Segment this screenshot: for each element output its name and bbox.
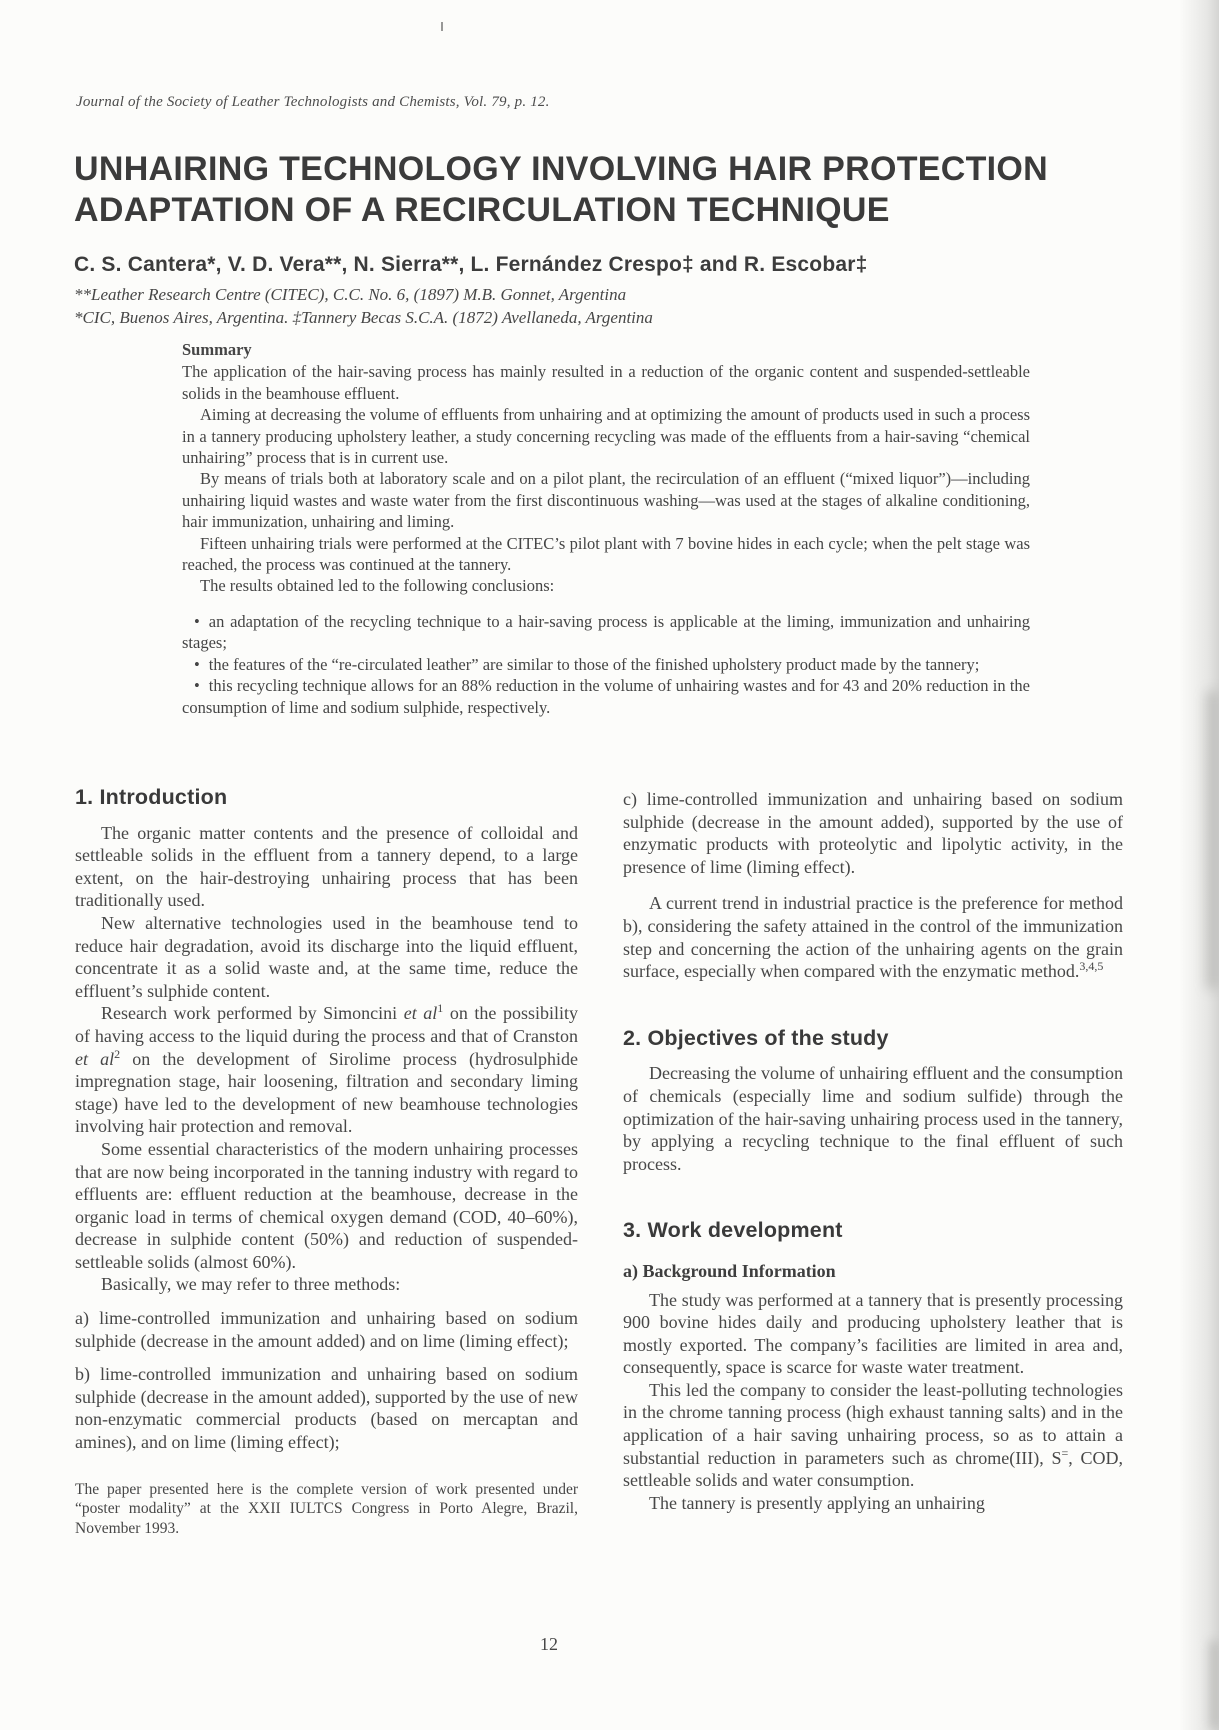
method-item-c: c) lime-controlled immunization and unhairing based on sodium sulphide (decrease in the amount added), supported by the use of enzymatic products with proteolytic and lipolytic activity, in the presence of lime (liming effect). (623, 789, 1123, 877)
body-paragraph: The tannery is presently applying an unhairing (649, 1492, 985, 1513)
paragraph-text: Research work performed by Simoncini (101, 1003, 404, 1024)
bullet-icon: • (194, 611, 200, 631)
scan-smudge (1206, 690, 1218, 990)
affiliations (74, 284, 1114, 329)
reference-superscript: 1 (437, 1001, 444, 1016)
scan-artifact-mark (441, 22, 443, 31)
body-paragraph: The study was performed at a tannery that is presently processing 900 bovine hides daily and producing upholstery leather that is mostly exported. The company’s facilities are limited in area and, consequently, space is scarce for waste water treatment. (623, 1289, 1123, 1378)
et-al-italic: et al (75, 1048, 115, 1069)
left-column (75, 786, 578, 1539)
bullet-icon: • (194, 654, 200, 674)
conclusion-bullet (182, 675, 1030, 718)
summary-heading: Summary (182, 340, 252, 359)
section-heading-introduction: 1. Introduction (75, 785, 228, 809)
scan-smudge (1209, 1640, 1219, 1730)
paragraph-text: , COD, settleable solids and water consumption. (623, 1447, 1123, 1491)
method-item-a: a) lime-controlled immunization and unhairing based on sodium sulphide (decrease in the amount added) and on lime (liming effect); (75, 1308, 578, 1351)
article-title-line2: ADAPTATION OF A RECIRCULATION TECHNIQUE (74, 191, 890, 229)
author-list: C. S. Cantera*, V. D. Vera**, N. Sierra**, L. Fernández Crespo‡ and R. Escobar‡ (74, 253, 868, 276)
body-paragraph: Some essential characteristics of the modern unhairing processes that are now being incorporated in the tanning industry with regard to effluents are: effluent reduction at the beamhouse, decrease in the organic load in terms of chemical oxygen demand (COD, 40–60%), decrease in sulphide content (50%) and reduction of suspended-settleable solids (almost 60%). (75, 1138, 578, 1272)
superscript-equals: = (1061, 1445, 1069, 1460)
body-paragraph: New alternative technologies used in the beamhouse tend to reduce hair degradation, avoid its discharge into the liquid effluent, concentrate it as a solid waste and, at the same time, reduce the effluent’s sulphide content. (75, 912, 578, 1001)
summary-paragraph: The results obtained led to the following conclusions: (200, 576, 555, 596)
body-paragraph (75, 1002, 578, 1138)
body-paragraph (623, 1379, 1123, 1492)
summary-paragraph: By means of trials both at laboratory scale and on a pilot plant, the recirculation of an effluent (“mixed liquor”)—including unhairing liquid wastes and waste water from the first discontinuous washing—was used at the stages of alkaline conditioning, hair immunization, unhairing and liming. (182, 469, 1030, 532)
footnote-text: The paper presented here is the complete version of work presented under “poster modality” at the XXII IULTCS Congress in Porto Alegre, Brazil, November 1993. (75, 1480, 578, 1538)
summary-block (182, 339, 1030, 718)
subsection-heading-background: a) Background Information (623, 1260, 836, 1281)
right-column (623, 786, 1123, 1539)
paragraph-text: This led the company to consider the least-polluting technologies in the chrome tanning process (high exhaust tanning salts) and in the application of a hair saving unhairing process, so as to attain a substantial reduction in parameters such as chrome(III), S (623, 1379, 1123, 1468)
method-item-b: b) lime-controlled immunization and unhairing based on sodium sulphide (decrease in the amount added), supported by the use of new non-enzymatic commercial products (based on mercaptan and amines), and on lime (liming effect); (75, 1364, 578, 1453)
body-paragraph: The organic matter contents and the presence of colloidal and settleable solids in the effluent from a tannery depend, to a large extent, on the hair-destroying unhairing process that has been traditionally used. (75, 822, 578, 911)
paragraph-text: A current trend in industrial practice is the preference for method b), considering the safety attained in the control of the immunization step and concerning the action of the unhairing agents on the grain surface, especially when compared with the enzymatic method. (623, 893, 1123, 982)
conclusion-bullet (182, 611, 1030, 654)
body-paragraph: Basically, we may refer to three methods: (101, 1274, 401, 1295)
bullet-icon: • (194, 676, 200, 696)
journal-citation-line: Journal of the Society of Leather Technologists and Chemists, Vol. 79, p. 12. (76, 94, 550, 110)
conclusion-bullet-text: this recycling technique allows for an 88% reduction in the volume of unhairing wastes and for 43 and 20% reduction in the consumption of lime and sodium sulphide, respectively. (182, 676, 1030, 717)
summary-paragraph: Aiming at decreasing the volume of effluents from unhairing and at optimizing the amount of products used in such a process in a tannery producing upholstery leather, a study concerning recycling was made of the effluents from a hair-saving “chemical unhairing” process that is in current use. (182, 405, 1030, 468)
section-heading-work-development: 3. Work development (623, 1218, 843, 1243)
body-paragraph: Decreasing the volume of unhairing effluent and the consumption of chemicals (especially lime and sodium sulfide) through the optimization of the hair-saving unhairing process used in the tannery, by applying a recycling technique to the final effluent of such process. (623, 1063, 1123, 1174)
paragraph-text: on the development of Sirolime process (hydrosulphide impregnation stage, hair loosening, filtration and secondary liming stage) have led to the development of new beamhouse technologies involving hair protection and removal. (75, 1048, 579, 1137)
footnote-block (75, 1480, 578, 1539)
reference-superscript: 2 (114, 1046, 121, 1061)
conclusion-bullet-text: the features of the “re-circulated leather” are similar to those of the finished upholstery product made by the tannery; (208, 654, 980, 674)
article-title (74, 149, 1074, 231)
conclusion-bullet (182, 654, 1030, 675)
et-al-italic: et al (403, 1003, 438, 1024)
section-heading-objectives: 2. Objectives of the study (623, 1025, 889, 1050)
affiliation-line1: **Leather Research Centre (CITEC), C.C. No. 6, (1897) M.B. Gonnet, Argentina (74, 285, 627, 304)
conclusion-bullet-text: an adaptation of the recycling technique to a hair-saving process is applicable at the liming, immunization and unhairing stages; (182, 611, 1030, 653)
body-paragraph (623, 892, 1123, 982)
affiliation-line2: *CIC, Buenos Aires, Argentina. ‡Tannery Becas S.C.A. (1872) Avellaneda, Argentina (74, 307, 653, 327)
summary-paragraph: Fifteen unhairing trials were performed at the CITEC’s pilot plant with 7 bovine hides in each cycle; when the pelt stage was reached, the process was continued at the tannery. (182, 533, 1030, 575)
summary-paragraph: The application of the hair-saving process has mainly resulted in a reduction of the organic content and suspended-settleable solids in the beamhouse effluent. (182, 362, 1030, 403)
reference-superscript: 3,4,5 (1079, 959, 1104, 974)
article-title-line1: UNHAIRING TECHNOLOGY INVOLVING HAIR PROTECTION (74, 150, 1049, 188)
paragraph-text: on the possibility of having access to the liquid during the process and that of Cranston (75, 1003, 578, 1046)
page-number: 12 (540, 1634, 558, 1654)
two-column-body (75, 786, 1123, 1539)
